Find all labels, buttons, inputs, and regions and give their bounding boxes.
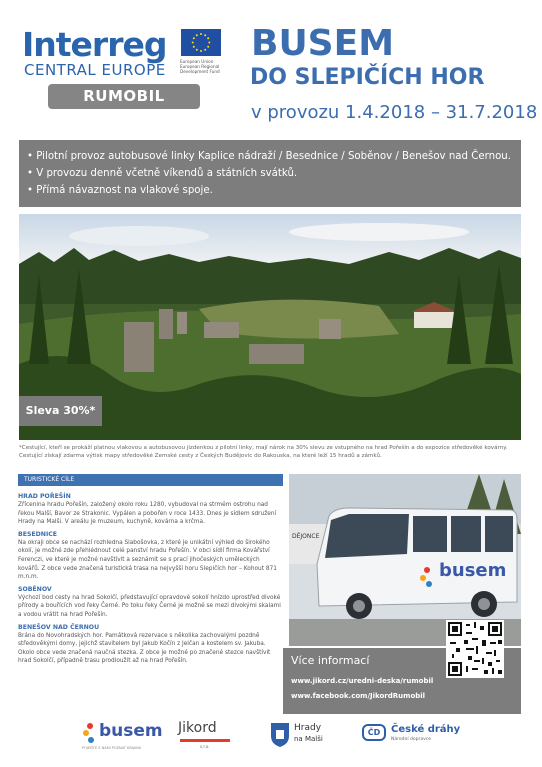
page-subtitle: DO SLEPIČÍCH HOR <box>250 65 485 90</box>
service-period: v provozu 1.4.2018 – 31.7.2018 <box>251 102 538 123</box>
discount-badge: Sleva 30%* <box>19 396 102 426</box>
jikord-logo-text: Jikord <box>178 720 217 736</box>
castle-shield-icon <box>270 722 290 748</box>
eu-funding-text: European Union European Regional Development Fund <box>180 59 220 74</box>
hrady-line1: Hrady <box>294 723 322 733</box>
hrady-line2: na Malši <box>294 735 323 743</box>
busem-logo <box>82 718 162 758</box>
eu-flag-icon <box>181 29 221 56</box>
interreg-logo: Interreg <box>22 25 167 64</box>
rumobil-badge: RUMOBIL <box>48 84 200 109</box>
cd-sub: Národní dopravce <box>391 737 431 742</box>
central-europe-label: CENTRAL EUROPE <box>24 61 166 79</box>
busem-tagline: POJEĎTE S NÁMI POZNAT KRAJINU <box>82 746 142 750</box>
destination-title: BENEŠOV NAD ČERNOU <box>18 623 100 631</box>
qr-code <box>446 620 504 678</box>
jikord-logo <box>178 718 238 758</box>
jikord-sub: s.r.o. <box>200 744 210 749</box>
hrady-na-malsi-logo <box>270 718 340 758</box>
busem-dots-icon <box>82 722 98 744</box>
destination-title: HRAD POŘEŠÍN <box>18 493 71 500</box>
contact-title: Více informací <box>291 654 370 667</box>
info-bullet: • Pilotní provoz autobusové linky Kaplice nádraží / Besednice / Soběnov / Benešov nad Černou. <box>27 151 511 162</box>
ceske-drahy-logo <box>362 718 472 758</box>
bus-stop-sign: DĚJONCE <box>292 533 320 540</box>
tourist-destinations-list <box>18 489 283 666</box>
footnote: *Cestující, kteří se prokáží platnou vlakovou a autobusovou jízdenkou z pilotní linky, mají nárok na 30% slevu ze vstupného na hrad Pořešín a do expozice středověké kovárny. Cestující získají zdarma výtisk mapy středověké Zemské cesty z Českých Budějovic do Rakouska, na které leží 15 hradů a zámků. <box>19 445 508 459</box>
destination-title: BESEDNICE <box>18 530 58 538</box>
info-bar <box>19 140 521 207</box>
jikord-stripe-icon <box>180 739 230 742</box>
destination-text: Výchozí bod cesty na hrad Sokolčí, představující opravdové sokolí hnízdo uprostřed divoké přírody a bouřících vod řeky Černé. Po toku řeky Černé je možné se mezi divokými skalami a vodou vrátit na hrad Pořešín. <box>18 594 281 618</box>
destination-title: SOBĚNOV <box>18 585 52 593</box>
bus-logo-text: busem <box>439 560 507 581</box>
destination-text: Brána do Novohradských hor. Památková rezervace s několika zachovalými pozdně středověkými domy, jejichž stavitelem byl Jakub Kočín z Jelčan a kostelem sv. Jakuba. Okolo obce vede značená naučná stezka. Z obce je možné po značené stezce navštívit hrad Sokolčí, případně trasu prodloužit až na hrad Pořešín. <box>18 632 271 665</box>
destination-text: Na okraji obce se nachází rozhledna Slabošovka, z které je unikátní výhled do širokého okolí, je možné zde přehlédnout celé panství hradu Pořešín. V obci sídlí firma Kovářství Ferenczi, ve které je možné navštívit a seznámit se s prací jihočeských uměleckých kovářů. Z obce vede značená turistická trasa na nejvyšší horu Slepičích hor – Kohout 871 m.n.m. <box>18 539 277 581</box>
cd-name: České dráhy <box>391 724 461 735</box>
contact-link-facebook[interactable]: www.facebook.com/JikordRumobil <box>291 692 426 700</box>
busem-logo-text: busem <box>99 721 163 741</box>
destination-text: Zřícenina hradu Pořešín, založený okolo roku 1280, vybudoval na strmém ostrohu nad řekou Malší, Bavor ze Strakonic. Vypálen a pobořen v roce 1433. Dnes je sídlem sdružení Hrady na Malši. V areálu je muzeum, kuchyně, kovárna a krčma. <box>18 502 277 526</box>
contact-link-jikord[interactable]: www.jikord.cz/uredni-deska/rumobil <box>291 677 434 685</box>
info-bullet: • Přímá návaznost na vlakové spoje. <box>27 185 213 196</box>
info-bullet: • V provozu denně včetně víkendů a státních svátků. <box>27 168 298 179</box>
cd-emblem-icon: ČD <box>362 724 386 741</box>
page-title: BUSEM <box>251 23 395 64</box>
tourist-destinations-heading: TURISTICKÉ CÍLE <box>18 474 283 486</box>
